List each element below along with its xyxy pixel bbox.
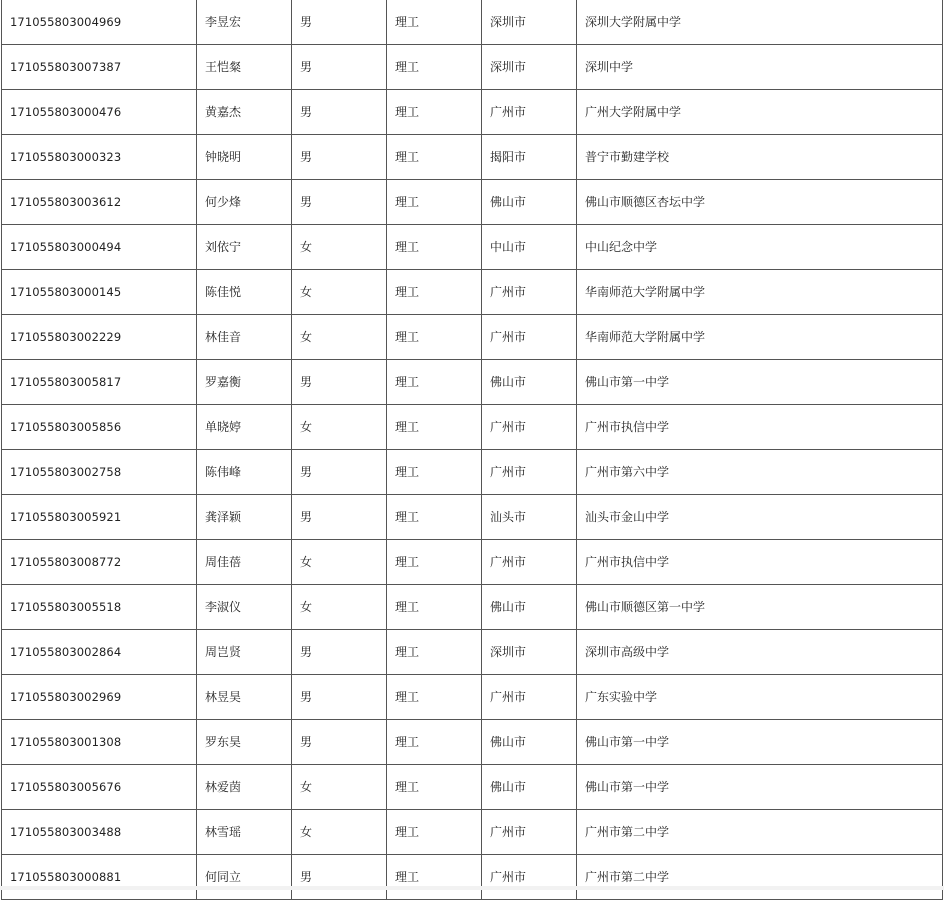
- cell-exam-id: 171055803002969: [2, 675, 197, 720]
- cell-city: 汕头市: [482, 495, 577, 540]
- table-row: [2, 0, 943, 45]
- cell-school: 佛山市第一中学: [577, 360, 943, 405]
- cell-category: 理工: [387, 540, 482, 585]
- cell-category: 理工: [387, 360, 482, 405]
- cell-exam-id: 171055803005921: [2, 495, 197, 540]
- cell-gender: 女: [292, 810, 387, 855]
- cell-city: 佛山市: [482, 180, 577, 225]
- cell-city: 广州市: [482, 450, 577, 495]
- cell-gender: 男: [292, 675, 387, 720]
- cell-category: 理工: [387, 135, 482, 180]
- cell-school: 广州市第二中学: [577, 855, 943, 900]
- cell-exam-id: 171055803000323: [2, 135, 197, 180]
- cell-student-name: 何少烽: [197, 180, 292, 225]
- cell-city: 广州市: [482, 270, 577, 315]
- cell-student-name: 林佳音: [197, 315, 292, 360]
- cell-school: 普宁市勤建学校: [577, 135, 943, 180]
- cell-school: 广东实验中学: [577, 675, 943, 720]
- cell-student-name: 林雪瑶: [197, 810, 292, 855]
- cell-category: 理工: [387, 270, 482, 315]
- cell-student-name: 黄嘉杰: [197, 90, 292, 135]
- cell-city: 深圳市: [482, 45, 577, 90]
- cell-school: 华南师范大学附属中学: [577, 315, 943, 360]
- cell-gender: 男: [292, 180, 387, 225]
- cell-gender: 男: [292, 720, 387, 765]
- cell-city: 佛山市: [482, 585, 577, 630]
- cell-category: 理工: [387, 90, 482, 135]
- cell-exam-id: 171055803002864: [2, 630, 197, 675]
- cell-gender: 男: [292, 45, 387, 90]
- cell-category: 理工: [387, 630, 482, 675]
- cell-exam-id: 171055803003488: [2, 810, 197, 855]
- cell-city: 深圳市: [482, 0, 577, 45]
- cell-category: 理工: [387, 45, 482, 90]
- cell-gender: 男: [292, 855, 387, 900]
- cell-city: 广州市: [482, 540, 577, 585]
- cell-student-name: 周佳蓓: [197, 540, 292, 585]
- cell-city: 深圳市: [482, 630, 577, 675]
- cell-exam-id: 171055803000494: [2, 225, 197, 270]
- cell-exam-id: 171055803004969: [2, 0, 197, 45]
- page-bottom-strip: [0, 886, 944, 890]
- cell-exam-id: 171055803008772: [2, 540, 197, 585]
- cell-gender: 女: [292, 270, 387, 315]
- cell-student-name: 罗东昊: [197, 720, 292, 765]
- table-row: [2, 855, 943, 900]
- table-row: [2, 90, 943, 135]
- cell-school: 佛山市第一中学: [577, 765, 943, 810]
- cell-school: 广州市执信中学: [577, 405, 943, 450]
- cell-city: 广州市: [482, 90, 577, 135]
- cell-gender: 男: [292, 135, 387, 180]
- cell-student-name: 钟晓明: [197, 135, 292, 180]
- cell-category: 理工: [387, 180, 482, 225]
- table-row: [2, 405, 943, 450]
- cell-student-name: 何同立: [197, 855, 292, 900]
- table-row: [2, 540, 943, 585]
- cell-exam-id: 171055803005676: [2, 765, 197, 810]
- cell-exam-id: 171055803005856: [2, 405, 197, 450]
- cell-school: 广州市第六中学: [577, 450, 943, 495]
- cell-gender: 女: [292, 315, 387, 360]
- cell-exam-id: 171055803001308: [2, 720, 197, 765]
- table-row: [2, 765, 943, 810]
- cell-exam-id: 171055803000881: [2, 855, 197, 900]
- cell-category: 理工: [387, 315, 482, 360]
- cell-exam-id: 171055803005817: [2, 360, 197, 405]
- cell-student-name: 罗嘉衡: [197, 360, 292, 405]
- table-row: [2, 315, 943, 360]
- cell-school: 中山纪念中学: [577, 225, 943, 270]
- cell-city: 广州市: [482, 405, 577, 450]
- cell-city: 广州市: [482, 855, 577, 900]
- cell-gender: 女: [292, 585, 387, 630]
- cell-city: 广州市: [482, 810, 577, 855]
- table-row: [2, 720, 943, 765]
- cell-school: 华南师范大学附属中学: [577, 270, 943, 315]
- cell-category: 理工: [387, 495, 482, 540]
- cell-school: 广州市执信中学: [577, 540, 943, 585]
- cell-category: 理工: [387, 450, 482, 495]
- cell-city: 广州市: [482, 315, 577, 360]
- cell-student-name: 林爱茵: [197, 765, 292, 810]
- cell-category: 理工: [387, 810, 482, 855]
- cell-category: 理工: [387, 585, 482, 630]
- cell-student-name: 单晓婷: [197, 405, 292, 450]
- cell-gender: 男: [292, 360, 387, 405]
- cell-category: 理工: [387, 765, 482, 810]
- cell-category: 理工: [387, 720, 482, 765]
- cell-student-name: 周岂贤: [197, 630, 292, 675]
- cell-city: 广州市: [482, 675, 577, 720]
- table-row: [2, 45, 943, 90]
- cell-exam-id: 171055803000145: [2, 270, 197, 315]
- cell-category: 理工: [387, 0, 482, 45]
- cell-gender: 女: [292, 540, 387, 585]
- table-row: [2, 450, 943, 495]
- cell-exam-id: 171055803003612: [2, 180, 197, 225]
- cell-gender: 男: [292, 450, 387, 495]
- cell-gender: 男: [292, 0, 387, 45]
- cell-exam-id: 171055803002758: [2, 450, 197, 495]
- cell-category: 理工: [387, 675, 482, 720]
- cell-student-name: 刘依宁: [197, 225, 292, 270]
- cell-city: 揭阳市: [482, 135, 577, 180]
- cell-student-name: 王恺粲: [197, 45, 292, 90]
- cell-category: 理工: [387, 225, 482, 270]
- cell-student-name: 李昱宏: [197, 0, 292, 45]
- cell-exam-id: 171055803002229: [2, 315, 197, 360]
- cell-gender: 女: [292, 765, 387, 810]
- table-row: [2, 810, 943, 855]
- cell-exam-id: 171055803005518: [2, 585, 197, 630]
- cell-student-name: 林昱昊: [197, 675, 292, 720]
- cell-student-name: 陈佳悦: [197, 270, 292, 315]
- cell-school: 佛山市第一中学: [577, 720, 943, 765]
- cell-school: 深圳市高级中学: [577, 630, 943, 675]
- table-row: [2, 225, 943, 270]
- cell-gender: 女: [292, 405, 387, 450]
- table-row: [2, 360, 943, 405]
- cell-school: 广州市第二中学: [577, 810, 943, 855]
- cell-school: 佛山市顺德区第一中学: [577, 585, 943, 630]
- cell-city: 佛山市: [482, 765, 577, 810]
- table-row: [2, 675, 943, 720]
- cell-exam-id: 171055803000476: [2, 90, 197, 135]
- cell-city: 佛山市: [482, 720, 577, 765]
- cell-exam-id: 171055803007387: [2, 45, 197, 90]
- table-row: [2, 630, 943, 675]
- table-row: [2, 180, 943, 225]
- cell-city: 佛山市: [482, 360, 577, 405]
- cell-school: 佛山市顺德区杏坛中学: [577, 180, 943, 225]
- cell-student-name: 陈伟峰: [197, 450, 292, 495]
- cell-category: 理工: [387, 405, 482, 450]
- student-roster-table: [1, 0, 943, 900]
- cell-school: 深圳大学附属中学: [577, 0, 943, 45]
- table-row: [2, 135, 943, 180]
- table-row: [2, 270, 943, 315]
- cell-gender: 女: [292, 225, 387, 270]
- cell-gender: 男: [292, 630, 387, 675]
- cell-school: 深圳中学: [577, 45, 943, 90]
- cell-student-name: 龚泽颖: [197, 495, 292, 540]
- cell-city: 中山市: [482, 225, 577, 270]
- roster-body: [2, 0, 943, 900]
- cell-school: 广州大学附属中学: [577, 90, 943, 135]
- cell-gender: 男: [292, 495, 387, 540]
- table-row: [2, 495, 943, 540]
- cell-student-name: 李淑仪: [197, 585, 292, 630]
- table-row: [2, 585, 943, 630]
- cell-school: 汕头市金山中学: [577, 495, 943, 540]
- cell-gender: 男: [292, 90, 387, 135]
- cell-category: 理工: [387, 855, 482, 900]
